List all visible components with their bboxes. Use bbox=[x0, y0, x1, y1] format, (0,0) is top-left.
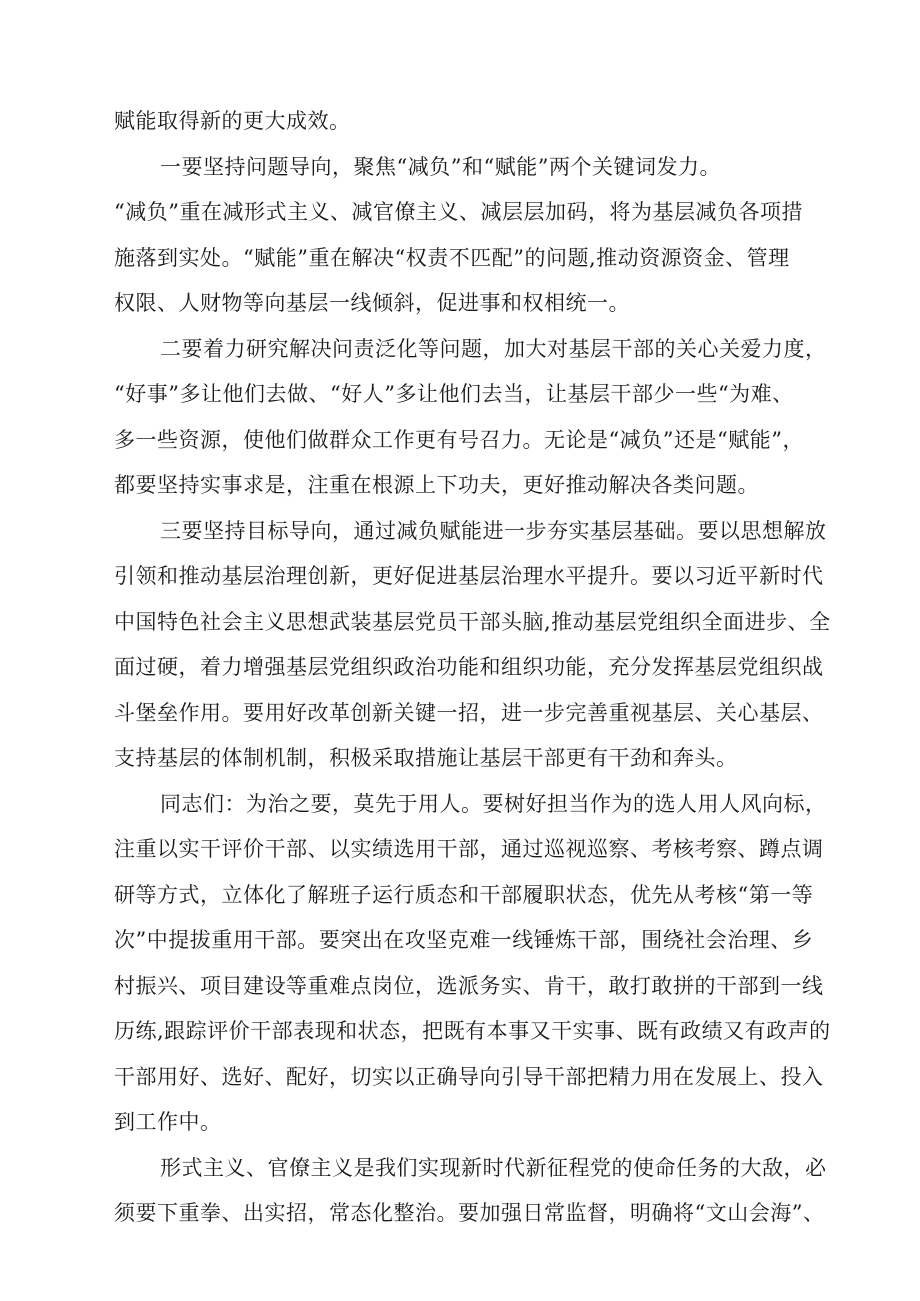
text-line: 同志们：为治之要，莫先于用人。要树好担当作为的选人用人风向标， bbox=[160, 791, 827, 816]
text-line: 中国特色社会主义思想武装基层党员干部头脑,推动基层党组织全面进步、全 bbox=[114, 609, 831, 634]
text-line: 引领和推动基层治理创新，更好促进基层治理水平提升。要以习近平新时代 bbox=[114, 564, 824, 588]
text-line: 一要坚持问题导向，聚焦“减负”和“赋能”两个关键词发力。 bbox=[160, 154, 721, 179]
text-line: 注重以实干评价干部、以实绩选用干部，通过巡视巡察、考核考察、蹲点调 bbox=[114, 837, 824, 861]
text-line: 赋能取得新的更大成效。 bbox=[114, 109, 351, 133]
text-line: 二要着力研究解决问责泛化等问题，加大对基层干部的关心关爱力度， bbox=[160, 336, 827, 361]
text-line: 次”中提拔重用干部。要突出在攻坚克难一线锤炼干部，围绕社会治理、乡 bbox=[114, 928, 814, 952]
text-line: 施落到实处。“赋能”重在解决“权责不匹配”的问题,推动资源资金、管理 bbox=[114, 245, 790, 270]
text-line: 须要下重拳、出实招，常态化整治。要加强日常监督，明确将“文山会海”、 bbox=[114, 1201, 825, 1225]
text-line: 到工作中。 bbox=[114, 1110, 222, 1134]
text-line: “好事”多让他们去做、“好人”多让他们去当，让基层干部少一些“为难、 bbox=[114, 382, 794, 406]
text-line: 都要坚持实事求是，注重在根源上下功夫，更好推动解决各类问题。 bbox=[114, 473, 759, 497]
document-body bbox=[114, 99, 834, 1237]
text-line: 研等方式，立体化了解班子运行质态和干部履职状态，优先从考核“第一等 bbox=[114, 882, 814, 907]
text-line: 干部用好、选好、配好，切实以正确导向引导干部把精力用在发展上、投入 bbox=[114, 1064, 824, 1089]
text-line: 三要坚持目标导向，通过减负赋能进一步夯实基层基础。要以思想解放 bbox=[160, 518, 827, 543]
text-line: 斗堡垒作用。要用好改革创新关键一招，进一步完善重视基层、关心基层、 bbox=[114, 700, 824, 725]
text-line: 形式主义、官僚主义是我们实现新时代新征程党的使命任务的大敌，必 bbox=[160, 1155, 827, 1180]
text-line: 面过硬，着力增强基层党组织政治功能和组织功能，充分发挥基层党组织战 bbox=[114, 655, 824, 679]
text-line: 历练,跟踪评价干部表现和状态，把既有本事又干实事、既有政绩又有政声的 bbox=[114, 1019, 831, 1043]
text-line: 支持基层的体制机制，积极采取措施让基层干部更有干劲和奔头。 bbox=[114, 746, 738, 770]
text-line: “减负”重在减形式主义、减官僚主义、减层层加码，将为基层减负各项措 bbox=[114, 200, 803, 224]
text-line: 村振兴、项目建设等重难点岗位，选派务实、肯干，敢打敢拼的干部到一线 bbox=[114, 973, 824, 998]
text-line: 权限、人财物等向基层一线倾斜，促进事和权相统一。 bbox=[114, 291, 630, 315]
text-line: 多一些资源，使他们做群众工作更有号召力。无论是“减负”还是“赋能”， bbox=[114, 427, 804, 452]
